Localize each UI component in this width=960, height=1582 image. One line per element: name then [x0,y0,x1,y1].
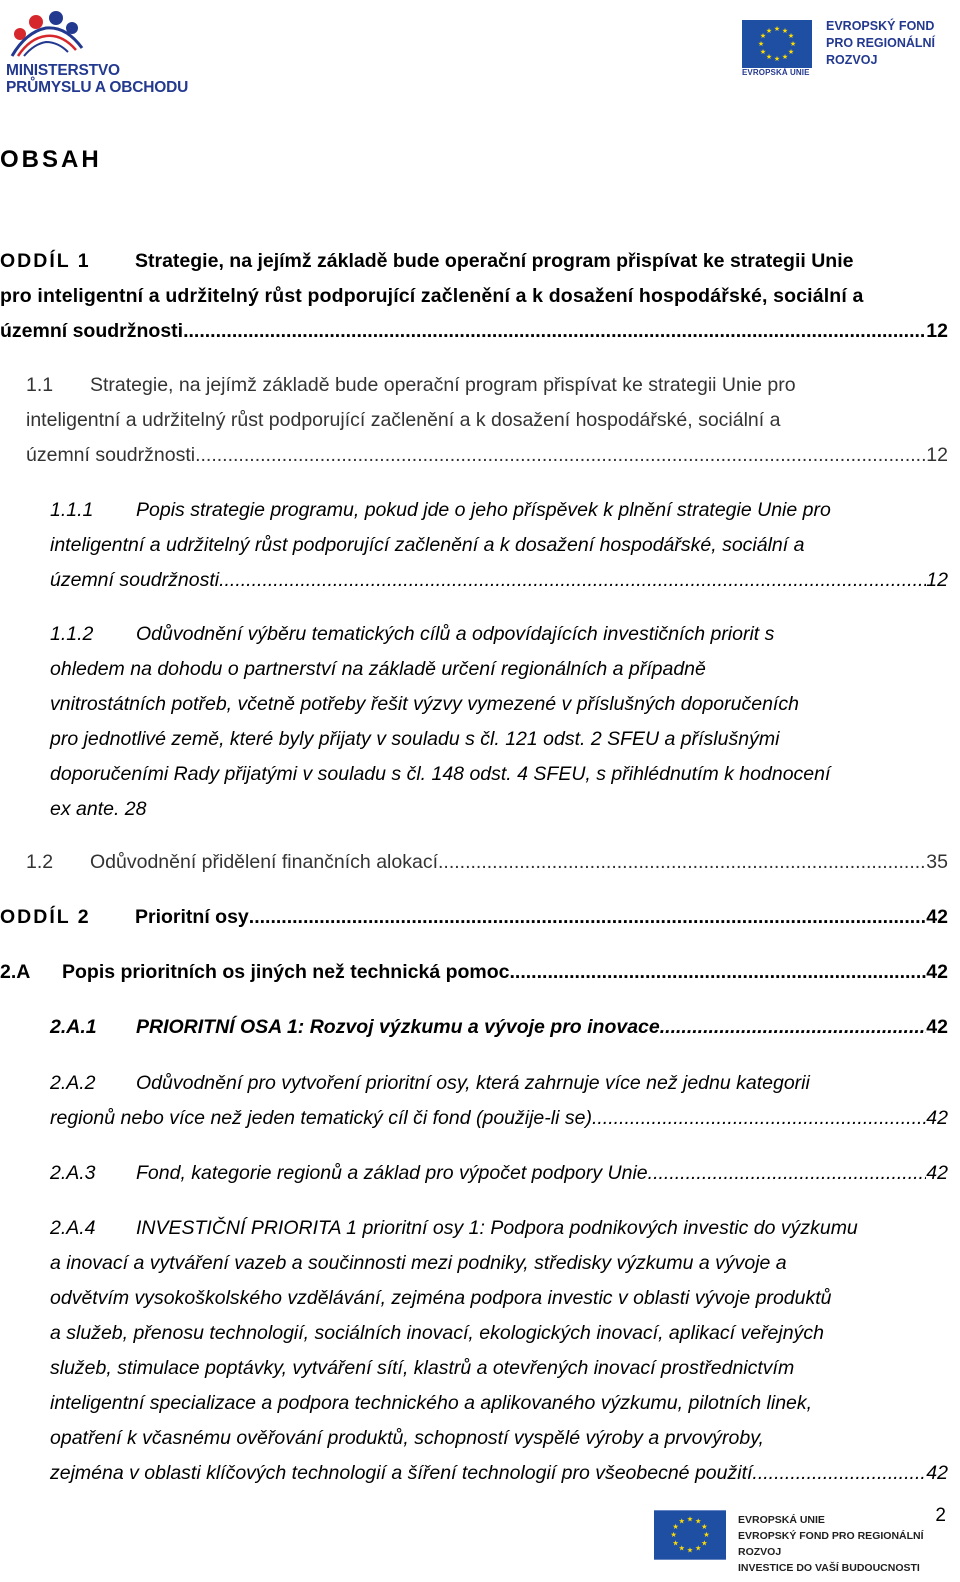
toc-text: Fond, kategorie regionů a základ pro výpočet podpory Unie [136,1162,648,1184]
toc-text: územní soudržnosti [26,444,196,466]
toc-page-number: 42 [926,1162,948,1184]
eu-footer-text [738,1512,954,1576]
page-number: 2 [935,1505,946,1526]
toc-number: 1.1.2 [50,623,94,645]
eu-flag-caption: EVROPSKÁ UNIE [742,68,810,77]
toc-text: odvětvím vysokoškolského vzdělávání, zejména podpora investic v oblasti vývoje produktů [50,1287,832,1309]
toc-leader-dots [225,563,927,598]
eu-footer-line-2: EVROPSKÝ FOND PRO REGIONÁLNÍ ROZVOJ [738,1530,924,1558]
toc-number: 2.A.1 [50,1016,97,1038]
svg-text:★: ★ [678,1516,685,1526]
toc-number: 2.A.3 [50,1162,96,1184]
toc-text: regionů nebo více než jeden tematický cíl či fond (použije-li se) [50,1107,592,1129]
toc-text: inteligentní specializace a podpora technického a aplikovaného výzkumu, pilotních linek, [50,1392,813,1414]
toc-text: Strategie, na jejímž základě bude operační program přispívat ke strategii Unie [135,250,854,272]
toc-text: PRIORITNÍ OSA 1: Rozvoj výzkumu a vývoje pro inovace [136,1016,660,1038]
toc-leader-dots [592,1101,926,1136]
toc-text: služeb, stimulace poptávky, vytváření sítí, klastrů a otevřených inovací prostřednictvím [50,1357,795,1379]
svg-text:★: ★ [678,1543,685,1553]
svg-text:★: ★ [672,1521,679,1531]
toc-text: doporučeními Rady přijatými v souladu s čl. 148 odst. 4 SFEU, s přihlédnutím k hodnocení [50,763,831,785]
toc-page-number: 42 [926,1462,948,1484]
svg-text:★: ★ [695,1543,702,1553]
toc-number: ODDÍL 1 [0,250,91,272]
ministry-logo [6,4,211,96]
svg-text:★: ★ [789,40,797,48]
toc-text: inteligentní a udržitelný růst podporující začlenění a k dosažení hospodářské, sociální a [50,534,805,556]
svg-text:★: ★ [695,1516,702,1526]
svg-text:★: ★ [781,53,789,61]
toc-entry-1-1-2[interactable] [50,617,948,827]
toc-text: Odůvodnění přidělení finančních alokací [90,851,438,873]
svg-text:★: ★ [781,27,789,35]
toc-entry-section-2[interactable] [0,900,948,935]
toc-text: a služeb, přenosu technologií, sociálních inovací, ekologických inovací, aplikací veřejných [50,1322,824,1344]
toc-number: 1.1.1 [50,499,94,521]
svg-text:★: ★ [787,32,795,40]
toc-text: INVESTIČNÍ PRIORITA 1 prioritní osy 1: Podpora podnikových investic do výzkumu [136,1217,858,1239]
ministry-line-1: MINISTERSTVO [6,62,120,79]
eu-footer-line-1: EVROPSKÁ UNIE [738,1514,825,1526]
toc-entry-1-1[interactable] [26,368,948,473]
svg-text:★: ★ [765,27,773,35]
fund-name [826,18,935,69]
toc-number: 2.A [0,961,31,983]
fund-line-1: EVROPSKÝ FOND [826,19,935,33]
toc-number: 1.2 [26,851,54,873]
toc-text: Popis strategie programu, pokud jde o jeho příspěvek k plnění strategie Unie pro [136,499,831,521]
toc-text: Odůvodnění pro vytvoření prioritní osy, která zahrnuje více než jednu kategorii [136,1072,810,1094]
toc-page-number: 42 [926,906,948,928]
page-title: OBSAH [0,146,102,173]
toc-text: územní soudržnosti [0,320,184,342]
toc-leader-dots [438,845,926,880]
svg-text:★: ★ [757,40,765,48]
svg-text:★: ★ [773,25,781,33]
ministry-name [6,62,188,96]
toc-text: Prioritní osy [135,906,249,928]
toc-page-number: 12 [926,569,948,591]
toc-number: 1.1 [26,374,54,396]
svg-text:★: ★ [672,1538,679,1548]
toc-entry-2-a-4[interactable] [50,1211,948,1491]
eu-flag-icon [742,20,812,68]
toc-leader-dots [195,438,926,473]
toc-leader-dots [648,1156,927,1191]
toc-text: územní soudržnosti. [50,569,225,591]
toc-leader-dots [660,1010,927,1045]
eu-footer-logo [654,1508,954,1574]
toc-leader-dots [510,955,927,990]
toc-entry-2-a[interactable] [0,955,948,990]
fund-line-2: PRO REGIONÁLNÍ [826,36,936,50]
ministry-emblem-icon [6,4,86,62]
toc-text: opatření k včasnému ověřování produktů, schopností vyspělé výroby a prvovýroby, [50,1427,764,1449]
toc-page-number: 12 [926,444,948,466]
eu-footer-line-3: INVESTICE DO VAŠÍ BUDOUCNOSTI [738,1562,920,1574]
svg-text:★: ★ [701,1538,708,1548]
toc-entry-2-a-1[interactable] [50,1010,948,1045]
toc-leader-dots [249,900,927,935]
toc-text: ex ante. 28 [50,798,147,820]
toc-number: 2.A.4 [50,1217,96,1239]
toc-text: zejména v oblasti klíčových technologií a šíření technologií pro všeobecné použití [50,1462,753,1484]
eu-fund-logo [742,18,952,80]
toc-entry-2-a-3[interactable] [50,1156,948,1191]
toc-leader-dots [752,1456,926,1491]
toc-page-number: 42 [926,1016,948,1038]
toc-text: a inovací a vytváření vazeb a součinnosti mezi podniky, středisky výzkumu a vývoje a [50,1252,787,1274]
toc-page-number: 42 [926,1107,948,1129]
toc-page-number: 35 [926,851,948,873]
toc-text: Popis prioritních os jiných než technická pomoc [62,961,510,983]
toc-page-number: 12 [926,320,948,342]
toc-text: vnitrostátních potřeb, včetně potřeby řešit výzvy vymezené v příslušných doporučeních [50,693,799,715]
svg-text:★: ★ [686,1545,694,1555]
toc-entry-1-1-1[interactable] [50,493,948,598]
toc-entry-1-2[interactable] [26,845,948,880]
svg-text:★: ★ [670,1530,677,1540]
eu-flag-icon [654,1510,726,1560]
svg-text:★: ★ [701,1521,708,1531]
svg-text:★: ★ [759,32,767,40]
toc-text: Strategie, na jejímž základě bude operační program přispívat ke strategii Unie pro [90,374,796,396]
toc-text: Odůvodnění výběru tematických cílů a odpovídajících investičních priorit s [136,623,775,645]
toc-text: pro inteligentní a udržitelný růst podporující začlenění a k dosažení hospodářské, sociální a [0,285,864,307]
svg-text:★: ★ [686,1514,694,1524]
svg-text:★: ★ [787,48,795,56]
ministry-line-2: PRŮMYSLU A OBCHODU [6,79,189,96]
fund-line-3: ROZVOJ [826,53,878,67]
svg-text:★: ★ [765,53,773,61]
toc-text: inteligentní a udržitelný růst podporující začlenění a k dosažení hospodářské, sociální a [26,409,781,431]
toc-number: ODDÍL 2 [0,906,91,928]
toc-number: 2.A.2 [50,1072,96,1094]
toc-entry-section-1[interactable] [0,244,948,349]
svg-text:★: ★ [759,48,767,56]
toc-text: ohledem na dohodu o partnerství na základě určení regionálních a případně [50,658,706,680]
toc-page-number: 42 [926,961,948,983]
toc-leader-dots [183,314,926,349]
svg-text:★: ★ [773,55,781,63]
toc-entry-2-a-2[interactable] [50,1066,948,1136]
svg-text:★: ★ [703,1530,710,1540]
toc-text: pro jednotlivé země, které byly přijaty v souladu s čl. 121 odst. 2 SFEU a příslušnými [50,728,780,750]
